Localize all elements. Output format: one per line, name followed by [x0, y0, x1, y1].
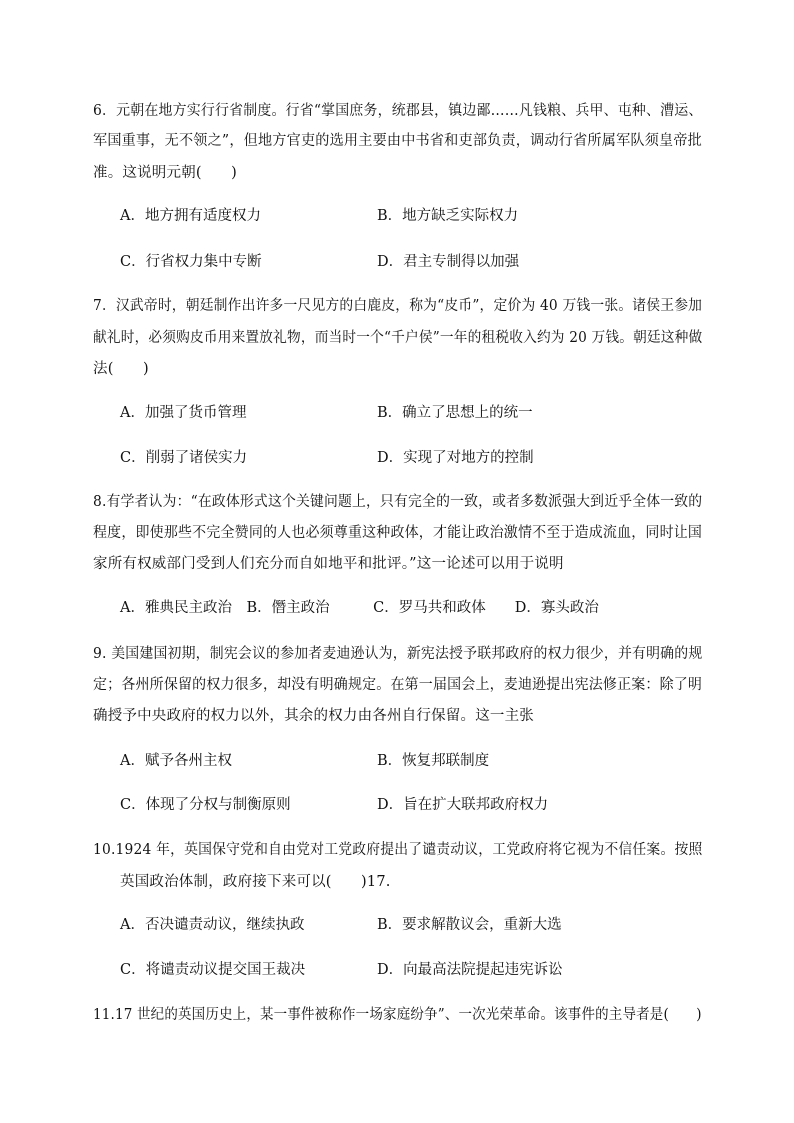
question-9-line-1: 9. 美国建国初期，制宪会议的参加者麦迪逊认为，新宪法授予联邦政府的权力很少，并有明确的规 [93, 646, 703, 662]
question-8-options[interactable]: A．雅典民主政治 B．僭主政治 C．罗马共和政体 D．寡头政治 [120, 600, 599, 616]
question-9-line-2: 定；各州所保留的权力很多，却没有明确规定。在第一届国会上，麦迪逊提出宪法修正案：除了明 [93, 677, 703, 693]
question-10-option-c[interactable]: C．将谴责动议提交国王裁决 [120, 962, 306, 978]
question-7-line-3: 法( ) [93, 361, 149, 377]
question-7-line-1: 7．汉武帝时，朝廷制作出许多一尺见方的白鹿皮，称为“皮币”，定价为 40 万钱一张。诸侯王参加 [93, 298, 703, 314]
question-6-option-c[interactable]: C．行省权力集中专断 [120, 254, 262, 270]
question-10-option-d[interactable]: D．向最高法院提起违宪诉讼 [377, 962, 563, 978]
question-10-option-b[interactable]: B．要求解散议会，重新大选 [377, 917, 562, 933]
question-6-line-1: 6．元朝在地方实行行省制度。行省“掌国庶务，统郡县，镇边鄙……凡钱粮、兵甲、屯种、漕运、 [93, 103, 703, 119]
question-10-option-a[interactable]: A．否决谴责动议，继续执政 [120, 917, 305, 933]
question-6-line-2: 军国重事，无不领之”，但地方官吏的选用主要由中书省和吏部负责，调动行省所属军队须皇帝批 [93, 133, 703, 149]
question-7-line-2: 献礼时，必须购皮币用来置放礼物，而当时一个“千户侯”一年的租税收入约为 20 万钱。朝廷这种做 [93, 330, 703, 346]
question-6-option-d[interactable]: D．君主专制得以加强 [377, 254, 520, 270]
question-9-option-d[interactable]: D．旨在扩大联邦政府权力 [377, 797, 549, 813]
question-11-line-1: 11.17 世纪的英国历史上，某一事件被称作一场家庭纷争”、一次光荣革命。该事件的主导者是( ) [93, 1007, 702, 1023]
question-8-line-1: 8.有学者认为：“在政体形式这个关键问题上，只有完全的一致，或者多数派强大到近乎全体一致的 [93, 494, 703, 510]
question-9-option-b[interactable]: B．恢复邦联制度 [377, 753, 490, 769]
question-9-option-c[interactable]: C．体现了分权与制衡原则 [120, 797, 291, 813]
question-7-option-d[interactable]: D．实现了对地方的控制 [377, 450, 534, 466]
question-8-line-3: 家所有权威部门受到人们充分而自如地平和批评。”这一论述可以用于说明 [93, 556, 564, 572]
question-10-line-1: 10.1924 年，英国保守党和自由党对工党政府提出了谴责动议，工党政府将它视为不信任案。按照 [93, 842, 703, 858]
question-10-line-2: 英国政治体制，政府接下来可以( )17. [120, 874, 391, 890]
question-7-option-c[interactable]: C．削弱了诸侯实力 [120, 450, 248, 466]
question-7-option-a[interactable]: A．加强了货币管理 [120, 405, 247, 421]
question-6-option-a[interactable]: A．地方拥有适度权力 [120, 208, 261, 224]
question-6-line-3: 准。这说明元朝( ) [93, 165, 238, 181]
question-9-option-a[interactable]: A．赋予各州主权 [120, 753, 232, 769]
question-6-option-b[interactable]: B．地方缺乏实际权力 [377, 208, 519, 224]
question-9-line-3: 确授予中央政府的权力以外，其余的权力由各州自行保留。这一主张 [93, 708, 534, 724]
question-7-option-b[interactable]: B．确立了思想上的统一 [377, 405, 533, 421]
question-8-line-2: 程度，即使那些不完全赞同的人也必须尊重这种政体，才能让政治激情不至于造成流血，同时让国 [93, 525, 703, 541]
